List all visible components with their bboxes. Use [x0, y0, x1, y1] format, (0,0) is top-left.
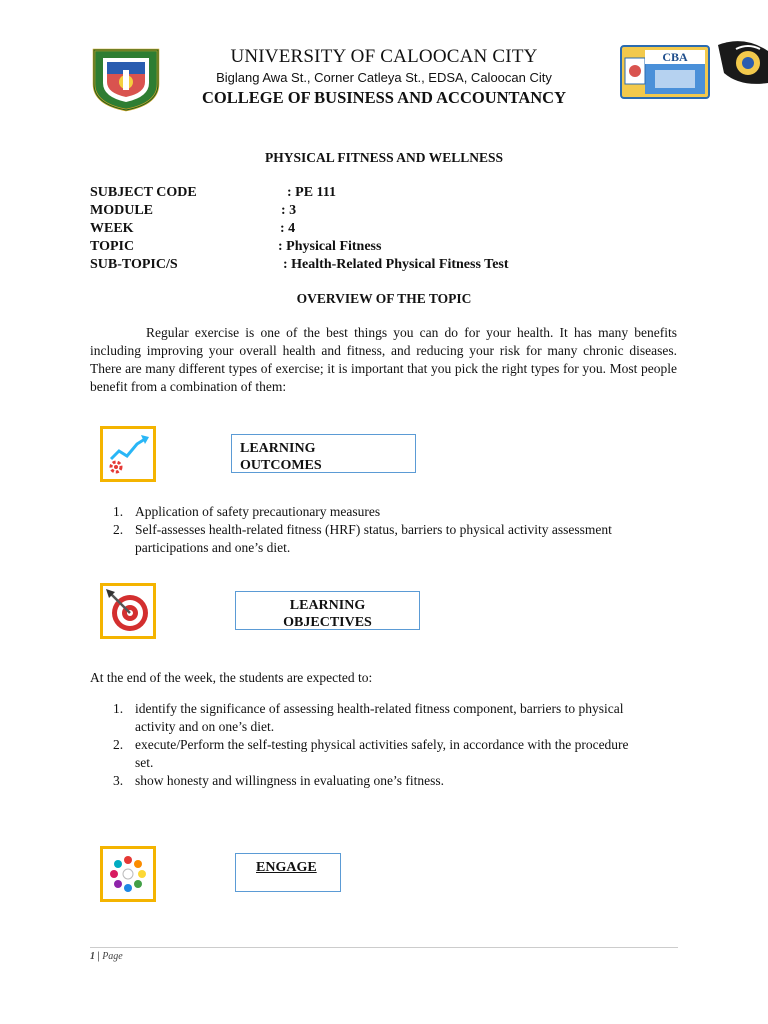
learning-outcomes-label — [231, 434, 416, 473]
university-name: UNIVERSITY OF CALOOCAN CITY — [230, 46, 538, 67]
meta-label: SUBJECT CODE — [90, 185, 197, 200]
list-number: 1. — [113, 504, 124, 519]
learning-outcomes-label-text: LEARNING OUTCOMES — [240, 441, 322, 473]
meta-label: TOPIC — [90, 239, 135, 254]
list-text: show honesty and willingness in evaluating one’s fitness. — [135, 773, 444, 788]
list-item — [90, 772, 650, 790]
people-circle-icon — [100, 846, 156, 902]
outcomes-list — [90, 503, 680, 557]
list-text: Self-assesses health-related fitness (HRF) status, barriers to physical activity assessment participations and one’s diet. — [135, 522, 612, 555]
meta-label: WEEK — [90, 221, 134, 236]
page-label: Page — [102, 951, 123, 962]
overview-heading: OVERVIEW OF THE TOPIC — [296, 291, 472, 306]
meta-label: MODULE — [90, 203, 153, 218]
meta-value: : Health-Related Physical Fitness Test — [283, 257, 509, 272]
meta-row-week — [90, 221, 134, 237]
meta-row-subtopic — [90, 257, 178, 273]
meta-value: : 4 — [280, 221, 296, 236]
meta-row-topic — [90, 239, 134, 255]
university-address: Biglang Awa St., Corner Catleya St., EDSA, Caloocan City — [216, 70, 552, 85]
meta-value: : Physical Fitness — [278, 239, 382, 254]
list-item — [90, 503, 680, 521]
cba-logo-text: CBA — [662, 50, 688, 64]
meta-value: : 3 — [281, 203, 297, 218]
engage-label-text: ENGAGE — [256, 860, 317, 875]
engage-label — [235, 853, 341, 892]
learning-objectives-label — [235, 591, 420, 630]
course-title: PHYSICAL FITNESS AND WELLNESS — [265, 150, 503, 165]
list-text: identify the significance of assessing health-related fitness component, barriers to physical activity and on one’s diet. — [135, 701, 624, 734]
meta-value: : PE 111 — [287, 185, 337, 200]
list-item — [90, 736, 650, 772]
list-item — [90, 521, 680, 557]
list-number: 2. — [113, 737, 124, 752]
list-number: 2. — [113, 522, 124, 537]
growth-chart-icon — [100, 426, 156, 482]
list-item — [90, 700, 650, 736]
list-text: execute/Perform the self-testing physical activities safely, in accordance with the procedure set. — [135, 737, 629, 770]
target-icon — [100, 583, 156, 639]
list-text: Application of safety precautionary measures — [135, 504, 381, 519]
overview-paragraph: Regular exercise is one of the best things you can do for your health. It has many benefits including improving your overall health and fitness, and reducing your risk for many chronic diseases. There are many different types of exercise; it is important that you pick the right types for you. Most people benefit from a combination of them: — [90, 325, 677, 394]
college-name: COLLEGE OF BUSINESS AND ACCOUNTANCY — [202, 88, 566, 107]
meta-row-subject-code — [90, 185, 197, 201]
page-separator: | — [95, 951, 103, 962]
meta-row-module — [90, 203, 153, 219]
learning-objectives-label-text: LEARNING OBJECTIVES — [283, 598, 372, 630]
page-footer — [90, 951, 123, 962]
page-number: 1 — [90, 951, 95, 962]
meta-label: SUB-TOPIC/S — [90, 257, 178, 272]
list-number: 1. — [113, 701, 124, 716]
footer-divider — [90, 947, 678, 948]
objectives-intro: At the end of the week, the students are expected to: — [90, 670, 373, 685]
list-number: 3. — [113, 773, 124, 788]
objectives-list — [90, 700, 650, 790]
